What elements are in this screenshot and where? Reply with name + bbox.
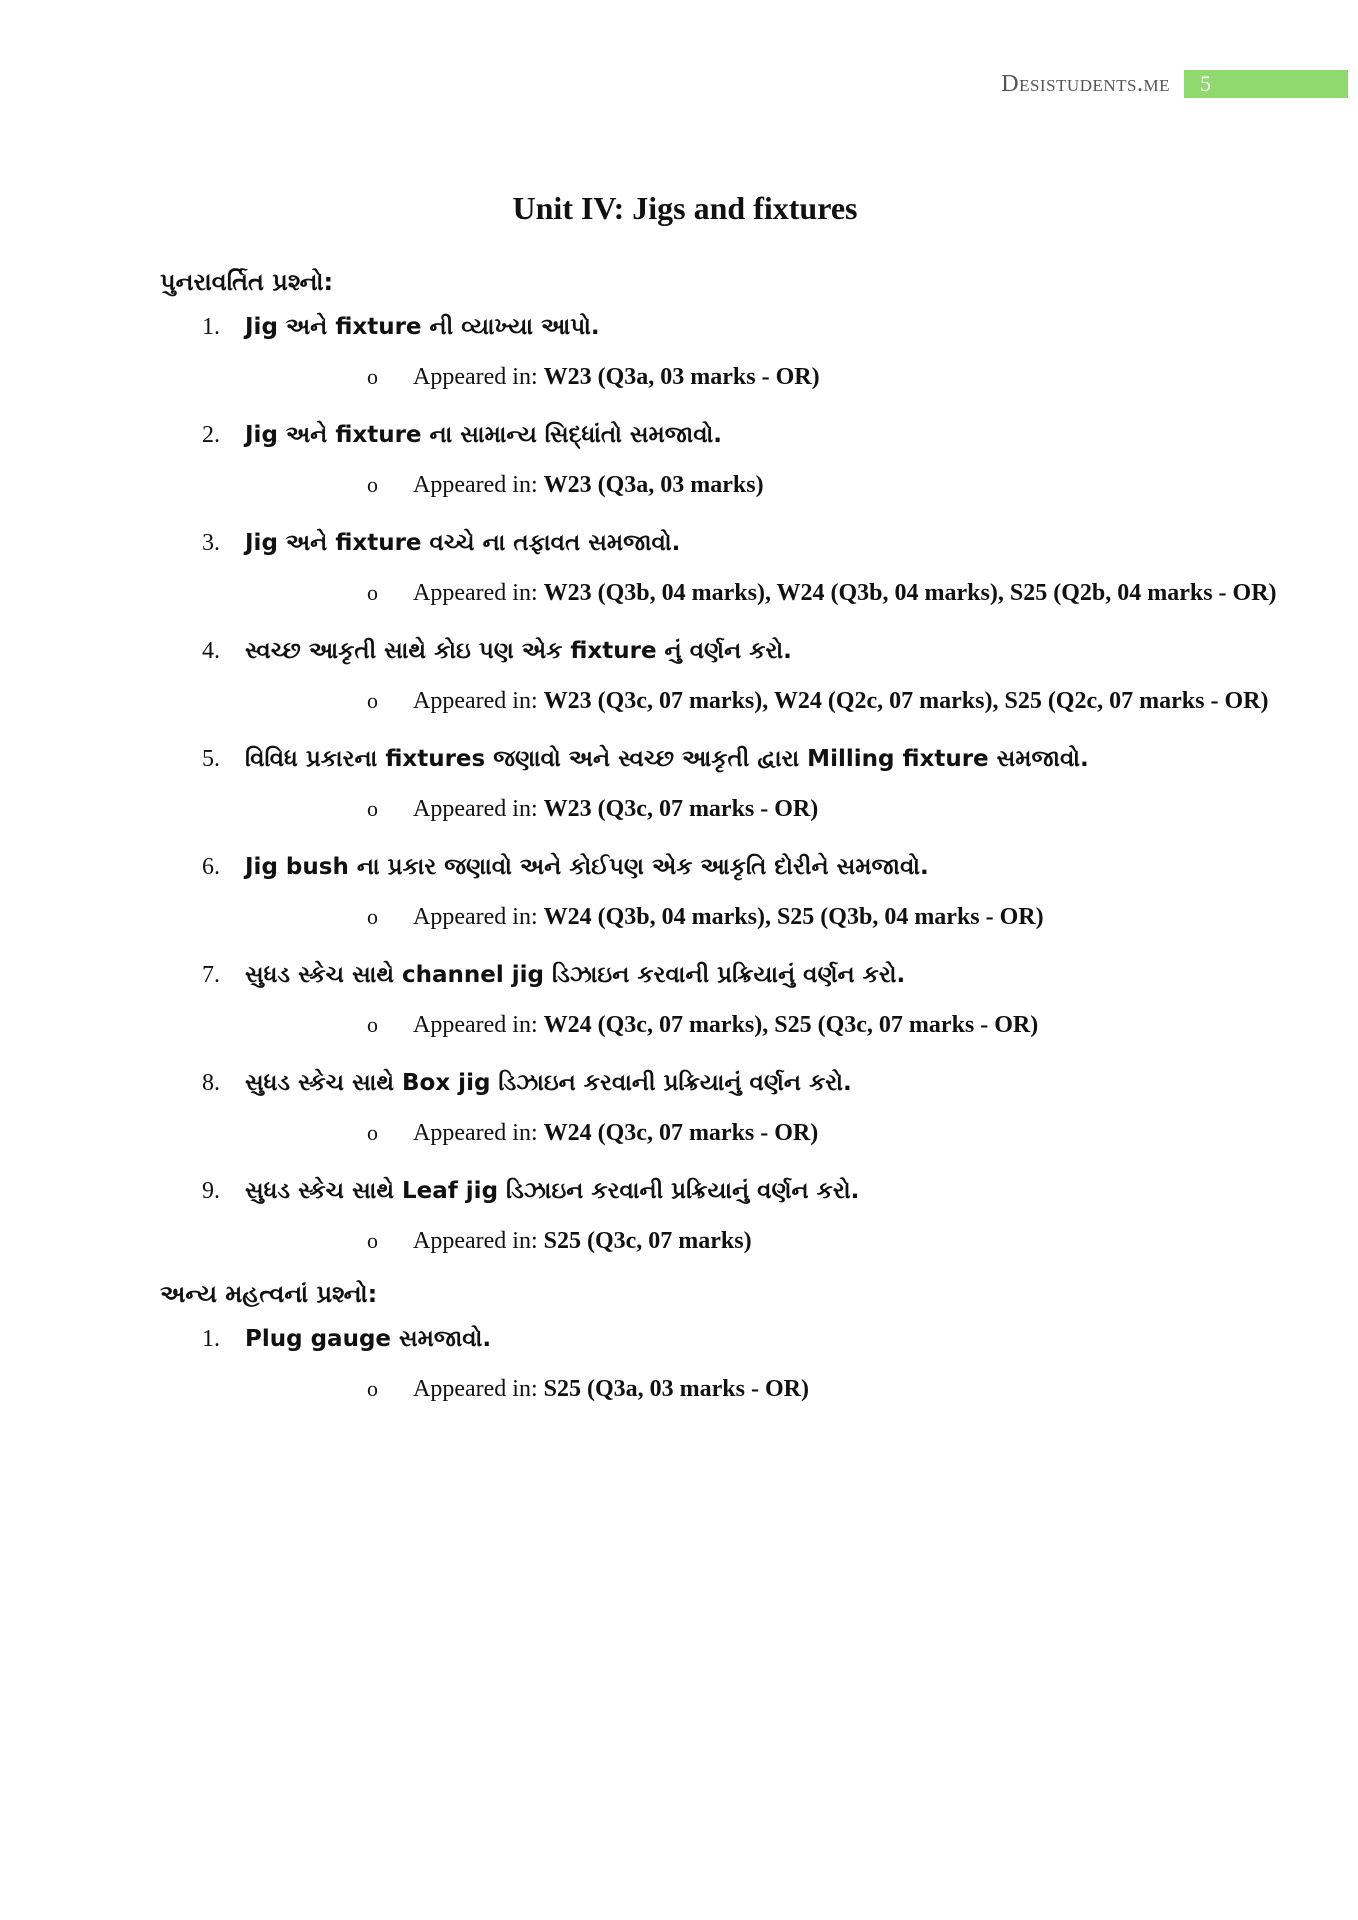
question-list-other bbox=[160, 1314, 1310, 1404]
question-text: Jig bush ના પ્રકાર જણાવો અને કોઈપણ એક આકૃતિ દોરીને સમજાવો. bbox=[245, 854, 929, 880]
bullet-icon: o bbox=[367, 688, 378, 713]
question-text: Jig અને fixture ની વ્યાખ્યા આપો. bbox=[245, 314, 600, 340]
question-item bbox=[160, 734, 1310, 824]
appeared-label: Appeared in: bbox=[413, 1228, 538, 1254]
question-item bbox=[160, 518, 1310, 608]
appeared-label: Appeared in: bbox=[413, 904, 538, 930]
appeared-detail: W24 (Q3c, 07 marks), S25 (Q3c, 07 marks - OR) bbox=[543, 1012, 1039, 1038]
question-number: 7. bbox=[202, 962, 220, 988]
page-header bbox=[1001, 70, 1348, 98]
appearance-note bbox=[245, 686, 1310, 716]
appeared-detail: W24 (Q3c, 07 marks - OR) bbox=[543, 1120, 819, 1146]
question-list-repeated bbox=[160, 302, 1310, 1256]
appeared-detail: W23 (Q3a, 03 marks - OR) bbox=[543, 364, 820, 390]
section-heading-other: અન્ય મહત્વનાં પ્રશ્નો: bbox=[160, 1280, 378, 1308]
question-number: 6. bbox=[202, 854, 220, 880]
question-number: 1. bbox=[202, 314, 220, 340]
appeared-label: Appeared in: bbox=[413, 688, 538, 714]
question-number: 9. bbox=[202, 1178, 220, 1204]
appeared-detail: W23 (Q3b, 04 marks), W24 (Q3b, 04 marks), S25 (Q2b, 04 marks - OR) bbox=[543, 580, 1277, 606]
appeared-detail: W24 (Q3b, 04 marks), S25 (Q3b, 04 marks - OR) bbox=[543, 904, 1044, 930]
appeared-label: Appeared in: bbox=[413, 580, 538, 606]
bullet-icon: o bbox=[367, 364, 378, 389]
question-text: વિવિધ પ્રકારના fixtures જણાવો અને સ્વચ્છ આકૃતી દ્વારા Milling fixture સમજાવો. bbox=[245, 746, 1089, 772]
bullet-icon: o bbox=[367, 580, 378, 605]
page-title-text: Unit IV: Jigs and fixtures bbox=[512, 190, 858, 226]
appearance-note bbox=[245, 1010, 1310, 1040]
question-text: સુધડ સ્કેચ સાથે channel jig ડિઝાઇન કરવાની પ્રક્રિયાનું વર્ણન કરો. bbox=[245, 962, 906, 988]
appeared-detail: W23 (Q3c, 07 marks - OR) bbox=[543, 796, 819, 822]
question-number: 5. bbox=[202, 746, 220, 772]
question-item bbox=[160, 410, 1310, 500]
appeared-detail: W23 (Q3c, 07 marks), W24 (Q2c, 07 marks), S25 (Q2c, 07 marks - OR) bbox=[543, 688, 1269, 714]
appeared-label: Appeared in: bbox=[413, 1012, 538, 1038]
question-text: સુધડ સ્કેચ સાથે Leaf jig ડિઝાઇન કરવાની પ્રક્રિયાનું વર્ણન કરો. bbox=[245, 1178, 860, 1204]
question-number: 1. bbox=[202, 1326, 220, 1352]
appearance-note bbox=[245, 1226, 1310, 1256]
appeared-label: Appeared in: bbox=[413, 472, 538, 498]
question-text: Jig અને fixture ના સામાન્ય સિદ્ધાંતો સમજાવો. bbox=[245, 422, 723, 448]
document-content bbox=[160, 262, 1310, 1422]
question-item bbox=[160, 950, 1310, 1040]
question-text: સ્વચ્છ આકૃતી સાથે કોઇ પણ એક fixture નું વર્ણન કરો. bbox=[245, 638, 792, 664]
question-number: 2. bbox=[202, 422, 220, 448]
question-item bbox=[160, 842, 1310, 932]
appeared-label: Appeared in: bbox=[413, 1120, 538, 1146]
site-name: Desistudents.me bbox=[1001, 71, 1170, 97]
question-text: સુધડ સ્કેચ સાથે Box jig ડિઝાઇન કરવાની પ્રક્રિયાનું વર્ણન કરો. bbox=[245, 1070, 852, 1096]
page-title bbox=[0, 190, 1358, 227]
appeared-detail: S25 (Q3a, 03 marks - OR) bbox=[543, 1376, 809, 1402]
appeared-label: Appeared in: bbox=[413, 1376, 538, 1402]
appearance-note bbox=[245, 578, 1310, 608]
question-text: Plug gauge સમજાવો. bbox=[245, 1326, 492, 1352]
question-text: Jig અને fixture વચ્ચે ના તફાવત સમજાવો. bbox=[245, 530, 681, 556]
appeared-label: Appeared in: bbox=[413, 364, 538, 390]
appearance-note bbox=[245, 470, 1310, 500]
question-item bbox=[160, 1314, 1310, 1404]
appearance-note bbox=[245, 1118, 1310, 1148]
question-item bbox=[160, 1166, 1310, 1256]
appearance-note bbox=[245, 362, 1310, 392]
question-item bbox=[160, 1058, 1310, 1148]
question-item bbox=[160, 626, 1310, 716]
appearance-note bbox=[245, 1374, 1310, 1404]
bullet-icon: o bbox=[367, 472, 378, 497]
appeared-label: Appeared in: bbox=[413, 796, 538, 822]
appearance-note bbox=[245, 794, 1310, 824]
bullet-icon: o bbox=[367, 796, 378, 821]
bullet-icon: o bbox=[367, 1228, 378, 1253]
appearance-note bbox=[245, 902, 1310, 932]
question-item bbox=[160, 302, 1310, 392]
question-number: 4. bbox=[202, 638, 220, 664]
bullet-icon: o bbox=[367, 904, 378, 929]
section-heading-repeated: પુનરાવર્તિત પ્રશ્નો: bbox=[160, 268, 334, 296]
appeared-detail: S25 (Q3c, 07 marks) bbox=[543, 1228, 752, 1254]
bullet-icon: o bbox=[367, 1120, 378, 1145]
page-number-badge: 5 bbox=[1184, 70, 1348, 98]
question-number: 8. bbox=[202, 1070, 220, 1096]
bullet-icon: o bbox=[367, 1376, 378, 1401]
appeared-detail: W23 (Q3a, 03 marks) bbox=[543, 472, 764, 498]
bullet-icon: o bbox=[367, 1012, 378, 1037]
question-number: 3. bbox=[202, 530, 220, 556]
